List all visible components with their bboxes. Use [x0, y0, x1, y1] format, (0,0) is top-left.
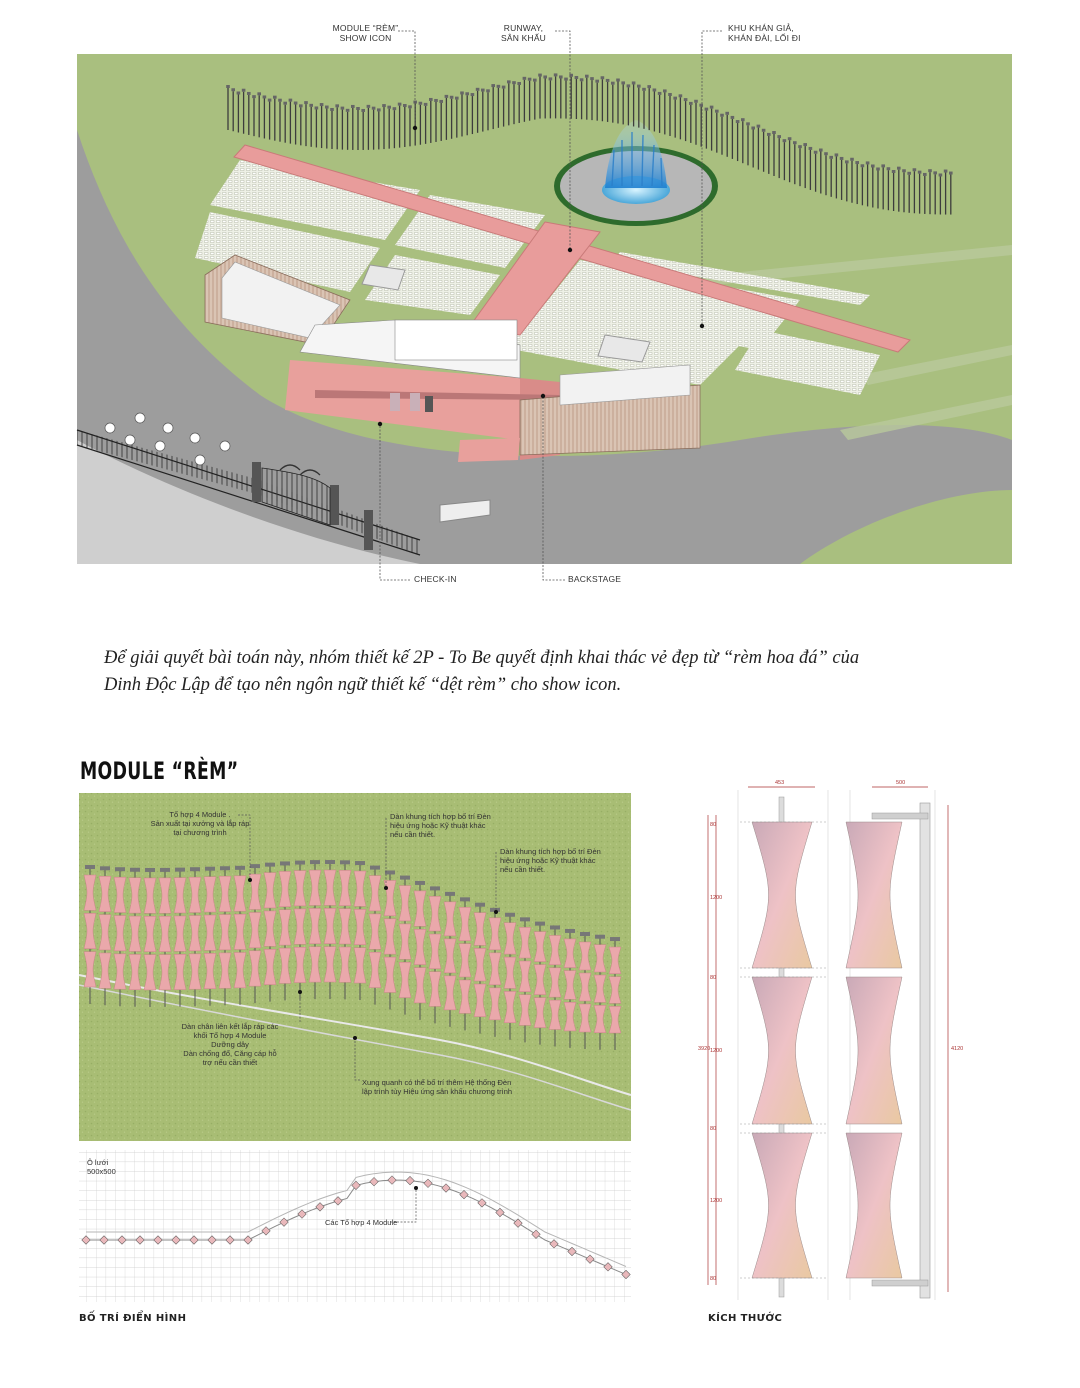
module-heading: MODULE “RÈM”	[80, 757, 239, 785]
label-backstage: BACKSTAGE	[568, 574, 622, 584]
dim-seg-7: 80	[710, 1276, 717, 1282]
note-combo: Tổ hợp 4 Module . Sản xuất tại xưởng và lắp ráp tại chương trình	[150, 810, 250, 837]
dim-side-total: 4120	[951, 1046, 964, 1052]
front-petal	[752, 822, 812, 968]
dim-side-width: 500	[896, 780, 906, 786]
dim-front-width: 453	[775, 780, 785, 786]
side-petal	[846, 977, 902, 1124]
label-runway: RUNWAY, SÂN KHẤU	[500, 23, 547, 43]
dim-seg-1: 80	[710, 822, 717, 828]
dim-seg-4: 1200	[710, 1048, 723, 1054]
side-petal	[846, 1133, 902, 1278]
label-module-show-icon: MODULE “RÈM” SHOW ICON	[332, 23, 399, 43]
front-petal	[752, 977, 812, 1124]
label-checkin: CHECK-IN	[414, 574, 457, 584]
note-frame-1: Dàn khung tích hợp bố trí Đèn hiệu ứng hoặc Kỹ thuật khác nếu cần thiết.	[390, 812, 491, 839]
caption-layout: BỐ TRÍ ĐIỂN HÌNH	[79, 1313, 187, 1324]
grid-label: Ô lưới 500x500	[87, 1158, 116, 1176]
note-lights: Xung quanh có thể bố trí thêm Hệ thống Đèn lập trình tùy Hiệu ứng sân khấu chương trình	[362, 1078, 513, 1096]
note-base: Dàn chân liên kết lắp ráp các khối Tổ hợp 4 Module Dưỡng dây Dàn chống đổ, Căng cáp hỗ trợ nếu cần thiết	[181, 1022, 279, 1067]
front-petal	[752, 1133, 812, 1278]
dim-seg-5: 80	[710, 1126, 717, 1132]
intro-line-2: Dinh Độc Lập để tạo nên ngôn ngữ thiết kế “dệt rèm” cho show icon.	[104, 675, 622, 695]
dim-front-total: 3920	[698, 1046, 711, 1052]
dim-seg-6: 1200	[710, 1198, 723, 1204]
dim-seg-2: 1200	[710, 895, 723, 901]
label-audience: KHU KHÁN GIẢ, KHÁN ĐÀI, LỐI ĐI	[728, 23, 801, 43]
dimension-drawings	[708, 787, 948, 1300]
intro-line-1: Để giải quyết bài toán này, nhóm thiết kế 2P - To Be quyết định khai thác vẻ đẹp từ “rèm hoa đá” của	[104, 648, 860, 668]
caption-size: KÍCH THƯỚC	[708, 1313, 783, 1324]
side-petal	[846, 822, 902, 968]
grid-module-label: Các Tổ hợp 4 Module	[325, 1218, 398, 1227]
dim-seg-3: 80	[710, 975, 717, 981]
note-frame-2: Dàn khung tích hợp bố trí Đèn hiệu ứng hoặc Kỹ thuật khác nếu cần thiết.	[500, 847, 601, 874]
